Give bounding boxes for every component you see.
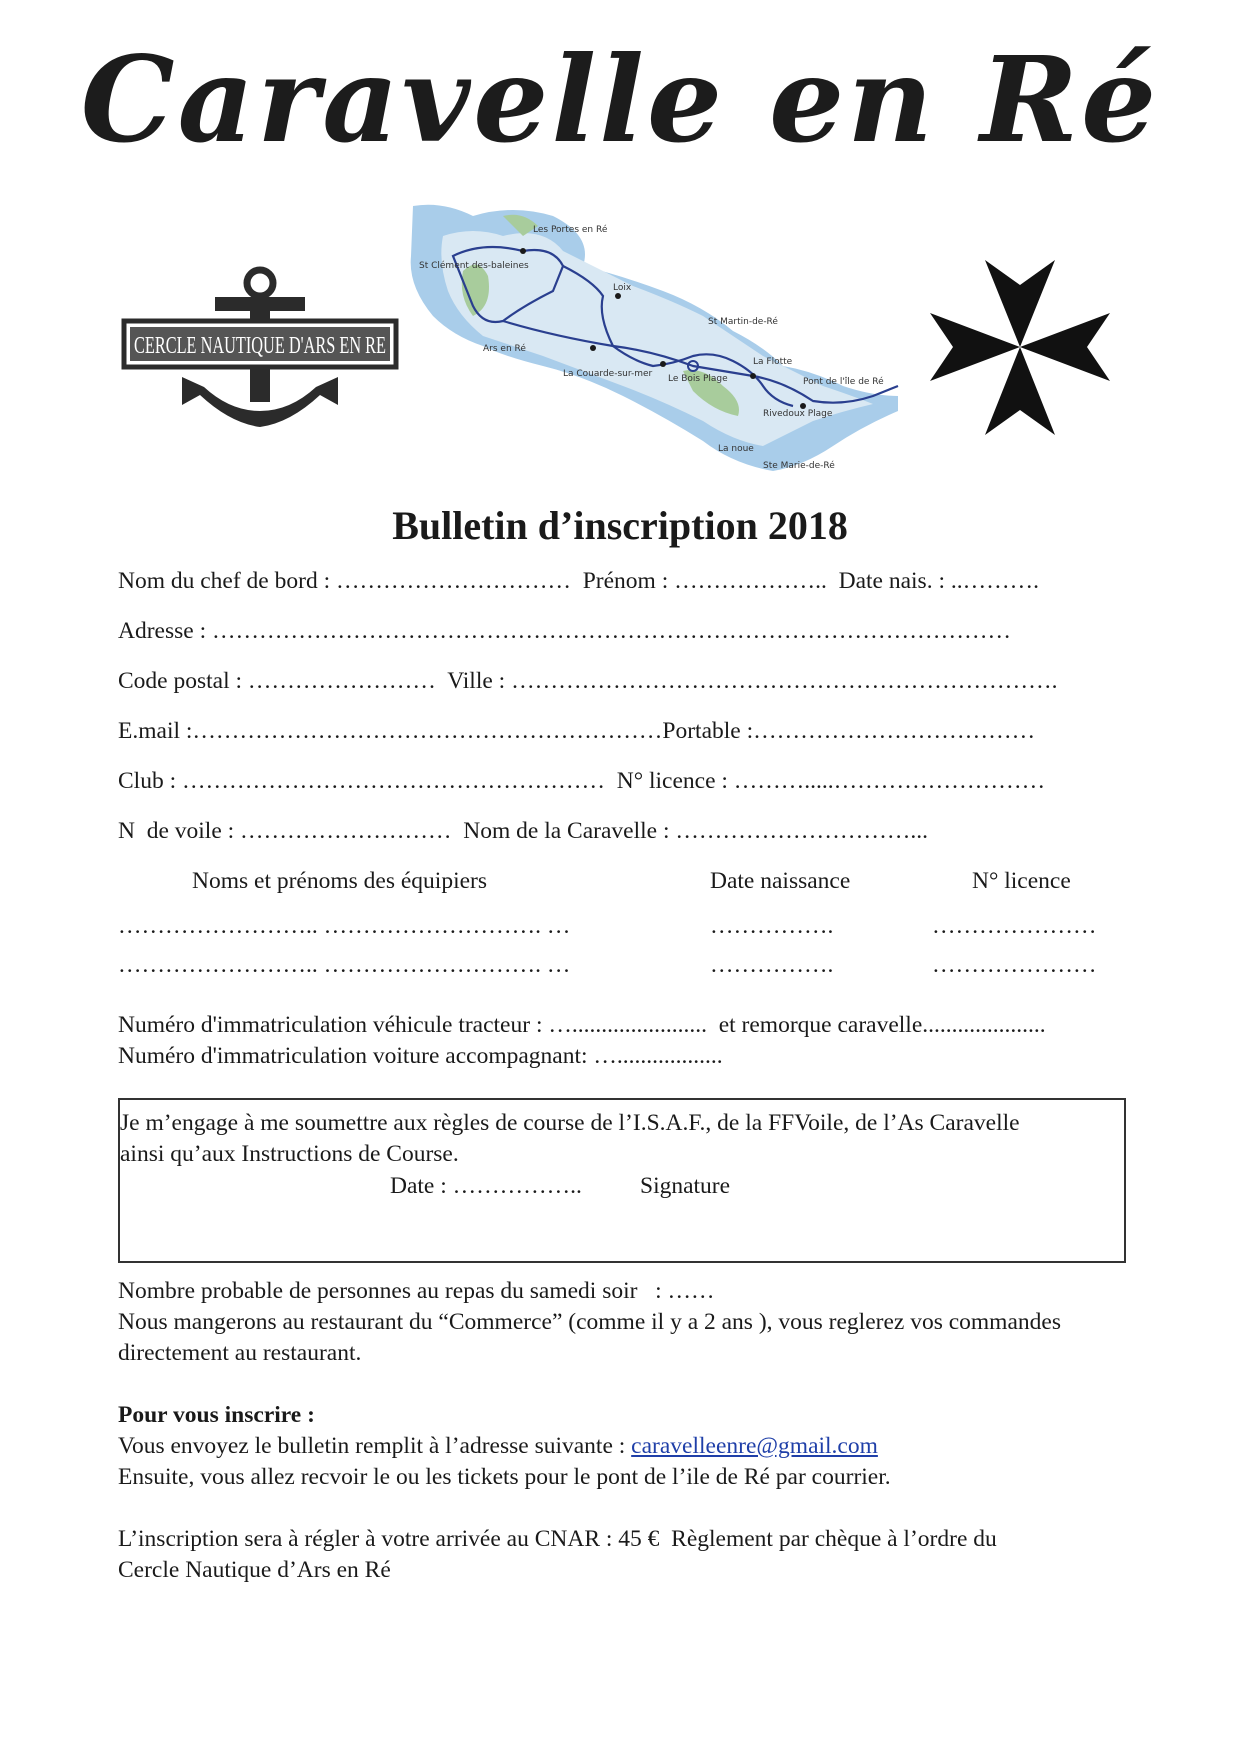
- crew-header-birthdate: Date naissance: [710, 868, 851, 894]
- dinner-count-row[interactable]: Nombre probable de personnes au repas du samedi soir : ……: [118, 1278, 715, 1304]
- club-licence-row[interactable]: Club : ……………………………………………… N° licence : ……….....………………………: [118, 768, 1046, 794]
- map-label: St Clément des-baleines: [419, 261, 529, 271]
- island-map: [403, 196, 903, 496]
- club-logo-text: CERCLE NAUTIQUE D'ARS EN RE: [134, 333, 386, 359]
- crew-header-licence: N° licence: [972, 868, 1071, 894]
- dinner-text: Nous mangerons au restaurant du “Commerce” (comme il y a 2 ans ), vous reglerez vos commandes: [118, 1309, 1061, 1335]
- dinner-text: directement au restaurant.: [118, 1340, 362, 1366]
- signup-heading: Pour vous inscrire :: [118, 1402, 315, 1428]
- tractor-registration-row[interactable]: Numéro d'immatriculation véhicule tracteur : …....................... et remorque caravelle.....................: [118, 1012, 1046, 1038]
- engagement-text: Je m’engage à me soumettre aux règles de course de l’I.S.A.F., de la FFVoile, de l’As Caravelle: [120, 1110, 1020, 1136]
- skipper-name-row[interactable]: Nom du chef de bord : ………………………… Prénom : ……………….. Date nais. : ..……….: [118, 568, 1039, 594]
- payment-text: L’inscription sera à régler à votre arrivée au CNAR : 45 € Règlement par chèque à l’ordre du: [118, 1526, 997, 1552]
- map-label: Ars en Ré: [483, 344, 526, 354]
- companion-registration-row[interactable]: Numéro d'immatriculation voiture accompagnant: …..................: [118, 1043, 723, 1069]
- sail-boat-row[interactable]: N de voile : ……………………… Nom de la Caravelle : …………………………...: [118, 818, 928, 844]
- engagement-date-field[interactable]: Date : ……………..: [390, 1173, 582, 1199]
- signup-text: Ensuite, vous allez recvoir le ou les tickets pour le pont de l’ile de Ré par courrier.: [118, 1464, 891, 1490]
- map-label: Loix: [613, 283, 632, 293]
- crew-name-field[interactable]: …………………….. ………………………. …: [118, 913, 571, 939]
- map-label: Rivedoux Plage: [763, 409, 833, 419]
- email-link[interactable]: caravelleenre@gmail.com: [631, 1433, 878, 1459]
- club-logo: [120, 265, 400, 435]
- crew-licence-field[interactable]: …………………: [932, 952, 1097, 978]
- map-label: La noue: [718, 444, 754, 454]
- crew-name-field[interactable]: …………………….. ………………………. …: [118, 952, 571, 978]
- address-row[interactable]: Adresse : …………………………………………………………………………………………: [118, 618, 1011, 644]
- signup-text: Vous envoyez le bulletin remplit à l’adresse suivante :: [118, 1433, 632, 1459]
- maltese-cross-icon: [925, 255, 1115, 440]
- crew-header-names: Noms et prénoms des équipiers: [192, 868, 488, 894]
- crew-birthdate-field[interactable]: …………….: [710, 952, 834, 978]
- form-title: Bulletin d’inscription 2018: [392, 503, 848, 548]
- map-label: St Martin-de-Ré: [708, 317, 778, 327]
- page-title: Caravelle en Ré: [80, 30, 1160, 169]
- map-label: La Couarde-sur-mer: [563, 369, 653, 379]
- map-label: Les Portes en Ré: [533, 225, 608, 235]
- signature-label: Signature: [640, 1173, 731, 1199]
- engagement-text: ainsi qu’aux Instructions de Course.: [120, 1141, 459, 1167]
- postal-city-row[interactable]: Code postal : …………………… Ville : …………………………………………………………….: [118, 668, 1058, 694]
- map-label: Ste Marie-de-Ré: [763, 461, 835, 471]
- email-phone-row[interactable]: E.mail :……………………………………………………Portable :………………………………: [118, 718, 1036, 744]
- map-label: Pont de l'île de Ré: [803, 377, 884, 387]
- map-label: La Flotte: [753, 357, 793, 367]
- payment-text: Cercle Nautique d’Ars en Ré: [118, 1557, 391, 1583]
- map-label: Le Bois Plage: [668, 374, 728, 384]
- signup-instructions: [118, 1433, 878, 1460]
- crew-birthdate-field[interactable]: …………….: [710, 913, 834, 939]
- crew-licence-field[interactable]: …………………: [932, 913, 1097, 939]
- engagement-box: [118, 1098, 1126, 1263]
